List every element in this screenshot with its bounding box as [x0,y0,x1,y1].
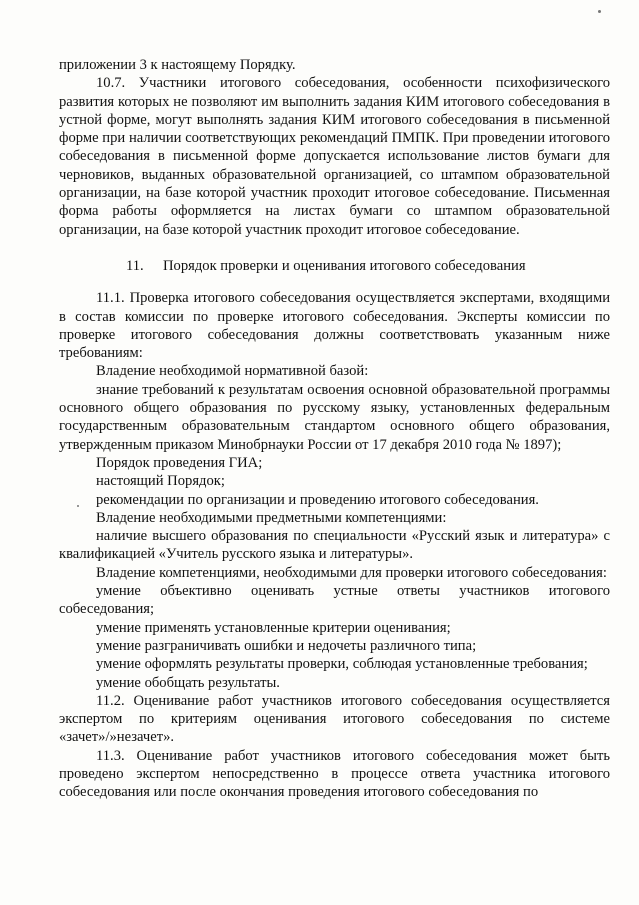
section-paragraph-3: знание требований к результатам освоения основной образовательной программы основного общего образования по русскому языку, установленных федеральным государственным образовательным стандартом основного общего образования, утвержденным приказом Минобрнауки России от 17 декабря 2010 года № 1897); [59,381,610,453]
section-paragraph-7: Владение необходимыми предметными компетенциями: [96,509,447,526]
section-paragraph-9: Владение компетенциями, необходимыми для проверки итогового собеседования: [96,564,607,581]
paragraph-1: приложении 3 к настоящему Порядку. [59,57,296,73]
section-paragraph-13: умение оформлять результаты проверки, соблюдая установленные требования; [96,656,588,673]
intro-section [59,56,610,239]
section-number: 11. [126,257,144,274]
section-paragraph-4: Порядок проведения ГИА; [96,454,263,471]
paragraph-2: 10.7. Участники итогового собеседования, особенности психофизического развития которых не позволяют им выполнить задания КИМ итогового собеседования в устной форме, могут выполнять задания КИМ итогового собеседования в письменной форме при наличии соответствующих рекомендаций ПМПК. При проведении итогового собеседования в письменной форме допускается использование листов бумаги для черновиков, выданных образовательной организацией, со штампом образовательной организации, на базе которой участник проходит итоговое собеседование. Письменная форма работы оформляется на листах бумаги со штампом образовательной организации, на базе которой участник проходит итоговое собеседование. [59,75,610,238]
scan-speck [598,10,601,13]
section-paragraph-5: настоящий Порядок; [96,473,225,490]
section-paragraph-16: 11.3. Оценивание работ участников итогового собеседования может быть проведено экспертом непосредственно в процессе ответа участника итогового собеседования или после окончания проведения итогового собеседования по [59,747,610,801]
section-paragraph-8: наличие высшего образования по специальности «Русский язык и литература» с квалификацией «Учитель русского языка и литературы». [59,528,610,563]
section-paragraph-2: Владение необходимой нормативной базой: [96,363,369,380]
scan-speck [77,505,79,507]
section-paragraph-6: рекомендации по организации и проведению итогового собеседования. [96,491,539,508]
document-body [59,56,610,802]
section-paragraph-10: умение объективно оценивать устные ответы участников итогового собеседования; [59,583,610,618]
spacer [59,239,610,257]
section-paragraph-14: умение обобщать результаты. [96,674,280,691]
section-paragraph-1: 11.1. Проверка итогового собеседования осуществляется экспертами, входящими в состав комиссии по проверке итогового собеседования. Эксперты комиссии по проверке итогового собеседования должны соответствовать указанным ниже требованиям: [59,290,610,362]
section-11-body [59,289,610,801]
section-paragraph-11: умение применять установленные критерии оценивания; [96,619,451,636]
section-title: Порядок проверки и оценивания итогового собеседования [163,257,526,274]
spacer [59,275,610,289]
section-heading [59,257,610,275]
section-paragraph-12: умение разграничивать ошибки и недочеты различного типа; [96,637,477,654]
section-paragraph-15: 11.2. Оценивание работ участников итогового собеседования осуществляется экспертом по критериям оценивания итогового собеседования по системе «зачет»/»незачет». [59,692,610,746]
